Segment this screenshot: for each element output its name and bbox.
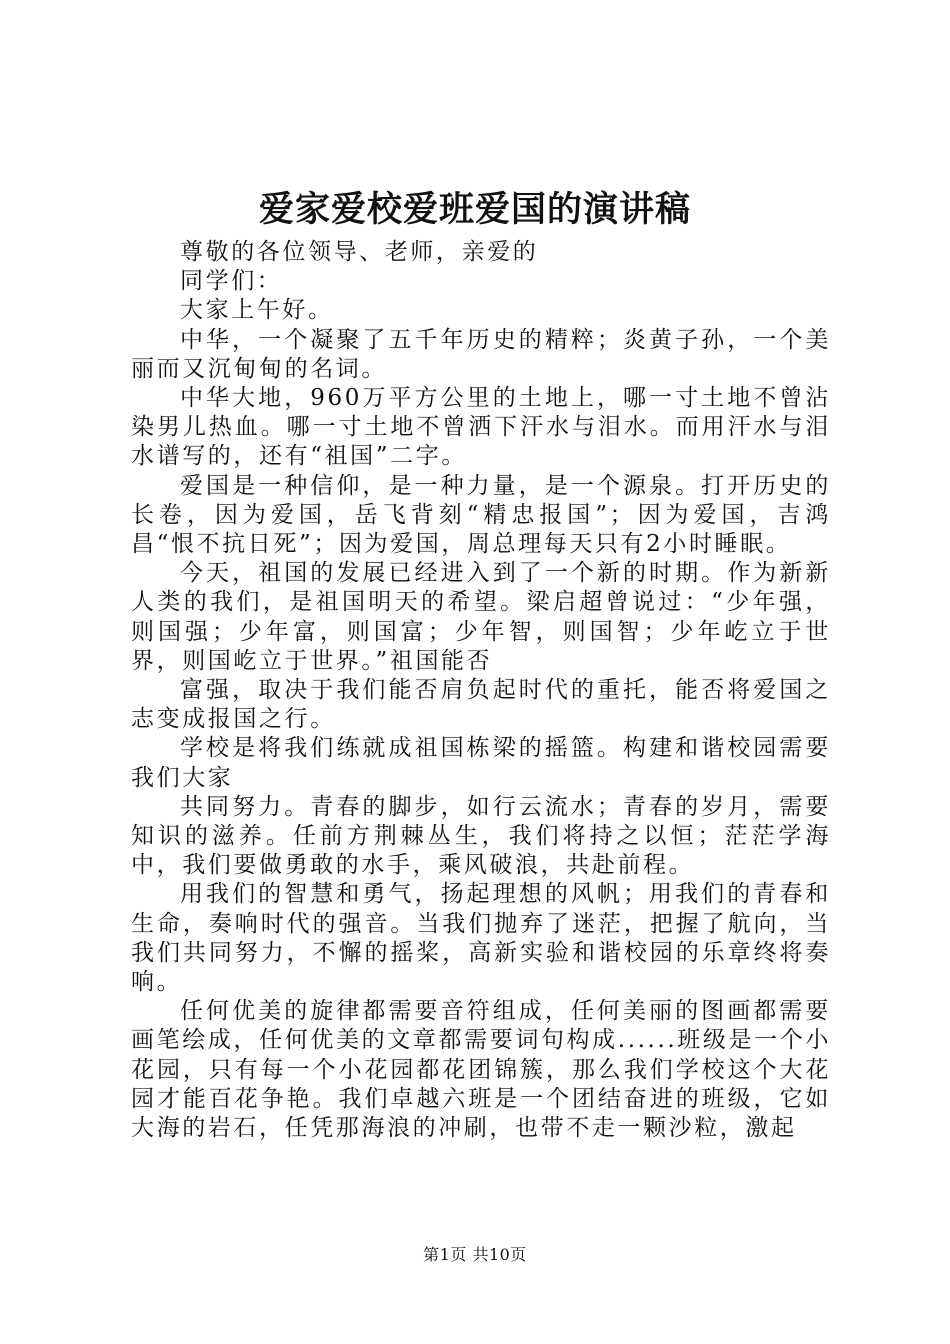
paragraph: 学校是将我们练就成祖国栋梁的摇篮。构建和谐校园需要我们大家	[131, 735, 831, 791]
paragraph: 大家上午好。	[180, 297, 334, 324]
document-title: 爱家爱校爱班爱国的演讲稿	[258, 189, 691, 230]
document-body	[131, 238, 831, 1143]
paragraph: 共同努力。青春的脚步，如行云流水；青春的岁月，需要知识的滋养。任前方荆棘丛生，我们将持之以恒；茫茫学海中，我们要做勇敢的水手，乘风破浪，共赴前程。	[131, 793, 831, 879]
paragraph: 中华大地，960万平方公里的土地上，哪一寸土地不曾沾染男儿热血。哪一寸土地不曾洒下汗水与泪水。而用汗水与泪水谱写的，还有“祖国”二字。	[131, 385, 831, 470]
paragraph: 同学们：	[180, 268, 283, 295]
paragraph: 富强，取决于我们能否肩负起时代的重托，能否将爱国之志变成报国之行。	[131, 677, 831, 733]
paragraph: 任何优美的旋律都需要音符组成，任何美丽的图画都需要画笔绘成，任何优美的文章都需要词句构成......班级是一个小花园，只有每一个小花园都花团锦簇，那么我们学校这个大花园才能百花争艳。我们卓越六班是一个团结奋进的班级，它如大海的岩石，任凭那海浪的冲刷，也带不走一颗沙粒，激起	[131, 998, 831, 1142]
paragraph: 中华，一个凝聚了五千年历史的精粹；炎黄子孙，一个美丽而又沉甸甸的名词。	[131, 326, 831, 382]
paragraph: 尊敬的各位领导、老师，亲爱的	[180, 239, 539, 265]
paragraph: 用我们的智慧和勇气，扬起理想的风帆；用我们的青春和生命，奏响时代的强音。当我们抛弃了迷茫，把握了航向，当我们共同努力，不懈的摇桨，高新实验和谐校园的乐章终将奏响。	[131, 881, 831, 996]
page-footer: 第1页 共10页	[423, 1245, 527, 1264]
paragraph: 今天，祖国的发展已经进入到了一个新的时期。作为新新人类的我们，是祖国明天的希望。梁启超曾说过：“少年强，则国强；少年富，则国富；少年智，则国智；少年屹立于世界，则国屹立于世界。”祖国能否	[131, 560, 831, 674]
paragraph: 爱国是一种信仰，是一种力量，是一个源泉。打开历史的长卷，因为爱国，岳飞背刻“精忠报国”；因为爱国，吉鸿昌“恨不抗日死”；因为爱国，周总理每天只有2小时睡眠。	[131, 472, 831, 558]
